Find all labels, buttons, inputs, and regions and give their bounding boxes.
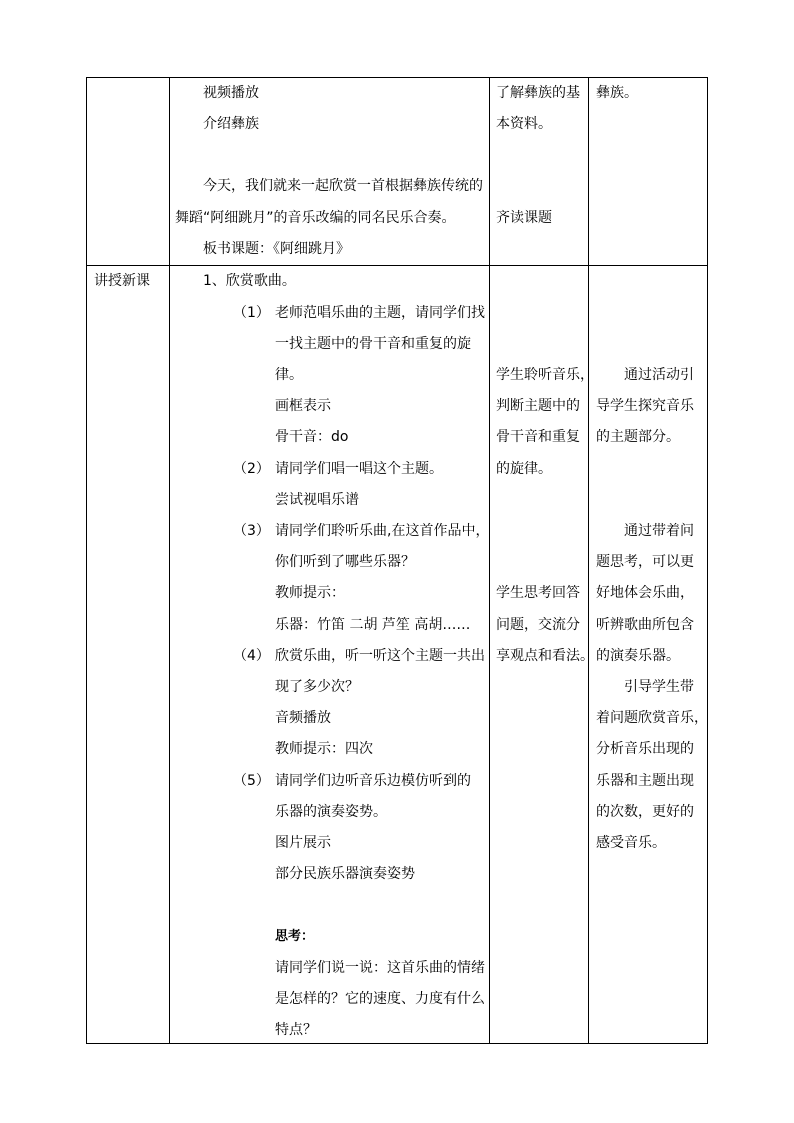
row2-intent-line: 的演奏乐器。 [596,648,680,664]
item-line: 教师提示：四次 [275,741,373,757]
row2-student-line: 享观点和看法。 [496,648,594,664]
think-title: 思考： [275,929,315,944]
item-line: 教师提示： [275,585,345,601]
table-top-border [86,77,708,78]
think-line: 特点？ [275,1022,317,1038]
item-number: （4） [233,648,270,664]
row2-intent-line: 引导学生带 [624,679,694,695]
item-line: 老师范唱乐曲的主题，请同学们找 [275,305,485,321]
item-line: 请同学们边听音乐边模仿听到的 [275,773,471,789]
item-number: （2） [233,461,270,477]
table-col-divider-3 [588,77,589,1044]
row1-intent-line: 彝族。 [596,85,638,101]
row1-content-line: 视频播放 [203,85,259,101]
row2-intent-line: 好地体会乐曲， [596,585,694,601]
row2-intent-line: 的次数，更好的 [596,804,694,820]
row2-student-line: 骨干音和重复 [496,429,580,445]
item-number: （1） [233,305,270,321]
row2-student-line: 的旋律。 [496,461,552,477]
item-number: （5） [233,773,270,789]
item-line: 欣赏乐曲，听一听这个主题一共出 [275,648,485,664]
table-left-border [86,77,87,1044]
row2-student-line: 判断主题中的 [496,398,580,414]
row2-intent-line: 题思考，可以更 [596,554,694,570]
table-bottom-border [86,1043,708,1044]
row2-intent-line: 分析音乐出现的 [596,741,694,757]
row2-intent-line: 听辨歌曲所包含 [596,617,694,633]
item-line: 你们听到了哪些乐器？ [275,554,415,570]
row2-intent-line: 着问题欣赏音乐， [596,710,708,726]
item-line: 画框表示 [275,398,331,414]
item-line: 骨干音：do [275,429,349,445]
item-line: 乐器：竹笛 二胡 芦笙 高胡…… [275,617,471,633]
row2-intent-line: 通过带着问 [624,523,694,539]
row2-student-line: 学生思考回答 [496,585,580,601]
item-line: 律。 [275,367,303,383]
row2-intent-line: 导学生探究音乐 [596,398,694,414]
think-line: 请同学们说一说：这首乐曲的情绪 [275,960,485,976]
row1-student-line: 本资料。 [496,116,552,132]
row2-intent-line: 的主题部分。 [596,429,680,445]
stage-label: 讲授新课 [94,273,150,289]
row1-student-line: 了解彝族的基 [496,85,580,101]
item-line: 乐器的演奏姿势。 [275,804,387,820]
table-col-divider-1 [169,77,170,1044]
row1-content-line: 舞蹈“阿细跳月”的音乐改编的同名民乐合奏。 [175,210,456,226]
item-line: 现了多少次？ [275,679,359,695]
row2-student-line: 问题，交流分 [496,617,580,633]
table-right-border [707,77,708,1044]
row2-student-line: 学生聆听音乐， [496,367,594,383]
table-col-divider-2 [489,77,490,1044]
row2-intent-line: 感受音乐。 [596,835,666,851]
item-line: 尝试视唱乐谱 [275,492,359,508]
row1-content-line: 介绍彝族 [203,116,259,132]
item-line: 图片展示 [275,835,331,851]
row2-intent-line: 通过活动引 [624,367,694,383]
item-line: 请同学们聆听乐曲,在这首作品中， [275,523,490,539]
row1-student-line: 齐读课题 [496,210,552,226]
item-number: （3） [233,523,270,539]
item-line: 一找主题中的骨干音和重复的旋 [275,336,471,352]
item-line: 部分民族乐器演奏姿势 [275,866,415,882]
item-line: 请同学们唱一唱这个主题。 [275,461,443,477]
table-row-divider [86,265,708,266]
row1-content-line: 今天，我们就来一起欣赏一首根据彝族传统的 [203,178,483,194]
section-heading: 1、欣赏歌曲。 [203,273,296,289]
row1-content-line: 板书课题：《阿细跳月》 [203,241,350,257]
row2-intent-line: 乐器和主题出现 [596,773,694,789]
think-line: 是怎样的？它的速度、力度有什么 [275,991,485,1007]
item-line: 音频播放 [275,710,331,726]
